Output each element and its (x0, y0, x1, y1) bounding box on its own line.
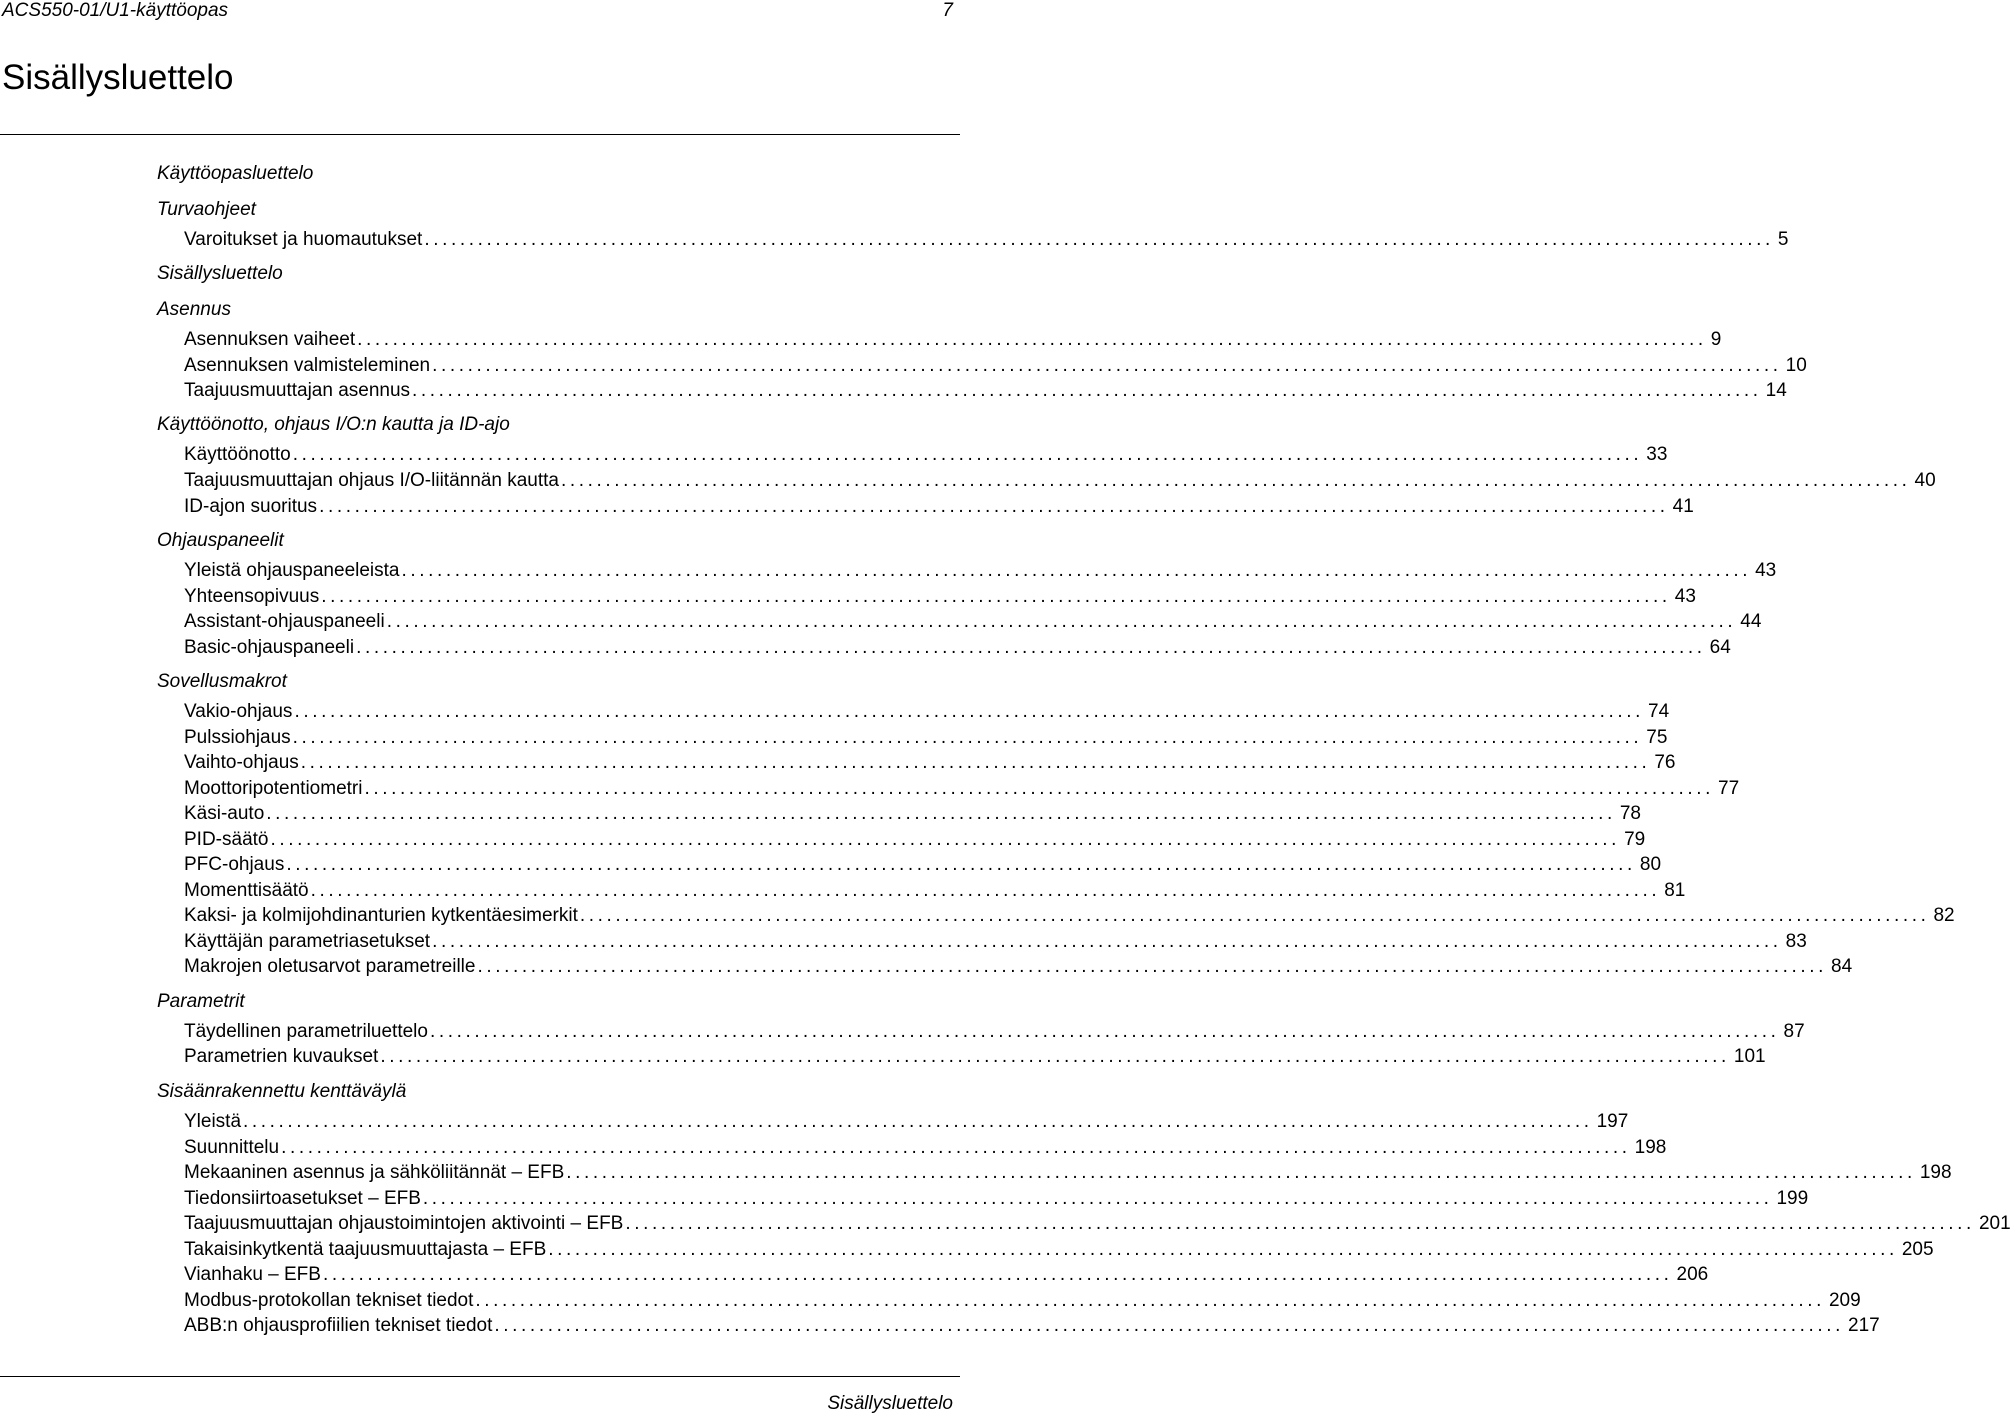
dot-leader: ........................................................................................................................................................ (412, 380, 1762, 401)
page-number: 7 (942, 0, 953, 21)
toc-entry-label: PFC-ohjaus (184, 854, 285, 875)
toc-entry[interactable] (184, 1045, 1766, 1069)
toc-entry[interactable] (184, 636, 1731, 660)
toc-entry-page: 77 (1718, 778, 1740, 799)
dot-leader: ........................................................................................................................................................ (422, 1188, 1773, 1209)
toc-entry-label: Basic-ohjauspaneeli (184, 637, 355, 658)
running-header (0, 0, 960, 26)
toc-entry[interactable] (184, 585, 1696, 609)
dot-leader: ........................................................................................................................................................ (300, 752, 1651, 773)
bottom-divider (0, 1376, 960, 1377)
toc-entry[interactable] (184, 610, 1762, 634)
toc-entry-label: Taajuusmuuttajan asennus (184, 380, 411, 401)
toc-entry[interactable] (184, 469, 1936, 493)
toc-entry[interactable] (184, 559, 1777, 583)
toc-entry-page: 198 (1919, 1162, 1952, 1183)
toc-entry-label: Täydellinen parametriluettelo (184, 1021, 428, 1042)
toc-entry[interactable] (184, 1212, 2011, 1236)
dot-leader: ........................................................................................................................................................ (321, 586, 1671, 607)
dot-leader: ........................................................................................................................................................ (357, 329, 1707, 350)
toc-entry[interactable] (184, 1238, 1934, 1262)
toc-entry[interactable] (184, 443, 1668, 467)
toc-entry-label: Makrojen oletusarvot parametreille (184, 956, 476, 977)
toc-entry-label: Tiedonsiirtoasetukset – EFB (184, 1188, 421, 1209)
toc-entry-page: 83 (1785, 931, 1807, 952)
toc-entry-label: PID-säätö (184, 829, 269, 850)
footer-label: Sisällysluettelo (827, 1393, 953, 1414)
toc-entry-page: 43 (1755, 560, 1777, 581)
dot-leader: ........................................................................................................................................................ (310, 880, 1661, 901)
dot-leader: ........................................................................................................................................................ (270, 829, 1621, 850)
toc-entry[interactable] (184, 828, 1646, 852)
dot-leader: ........................................................................................................................................................ (292, 727, 1643, 748)
toc-entry-label: Kaksi- ja kolmijohdinanturien kytkentäesimerkit (184, 905, 578, 926)
toc-entry[interactable] (184, 1289, 1861, 1313)
toc-entry[interactable] (184, 1020, 1805, 1044)
toc-entry-label: Varoitukset ja huomautukset (184, 229, 423, 250)
dot-leader: ........................................................................................................................................................ (432, 355, 1782, 376)
dot-leader: ........................................................................................................................................................ (560, 470, 1911, 491)
dot-leader: ........................................................................................................................................................ (319, 496, 1669, 517)
toc-entry-page: 10 (1785, 355, 1807, 376)
toc-entry-page: 41 (1672, 496, 1694, 517)
toc-entry-label: Taajuusmuuttajan ohjaustoimintojen aktivointi – EFB (184, 1213, 624, 1234)
toc-entry-page: 206 (1676, 1264, 1709, 1285)
toc-entry-label: Käyttäjän parametriasetukset (184, 931, 431, 952)
dot-leader: ........................................................................................................................................................ (429, 1021, 1780, 1042)
toc-entry-page: 217 (1848, 1315, 1880, 1336)
toc-entry-label: Assistant-ohjauspaneeli (184, 611, 385, 632)
toc-entry[interactable] (184, 1136, 1667, 1160)
toc-entry-label: Suunnittelu (184, 1137, 280, 1158)
toc-entry-label: Mekaaninen asennus ja sähköliitännät – EFB (184, 1162, 565, 1183)
toc-section-heading[interactable]: Käyttöopasluettelo (157, 163, 314, 184)
toc-entry-label: ID-ajon suoritus (184, 496, 318, 517)
toc-entry-label: Yleistä ohjauspaneeleista (184, 560, 400, 581)
toc-entry-page: 209 (1828, 1290, 1861, 1311)
toc-entry-label: Asennuksen vaiheet (184, 329, 356, 350)
dot-leader: ........................................................................................................................................................ (380, 1046, 1730, 1067)
dot-leader: ........................................................................................................................................................ (475, 1290, 1825, 1311)
toc-entry[interactable] (184, 1314, 1880, 1338)
toc-entry-label: Asennuksen valmisteleminen (184, 355, 431, 376)
toc-entry[interactable] (184, 777, 1740, 801)
toc-entry-page: 197 (1596, 1111, 1629, 1132)
toc-entry-page: 205 (1901, 1239, 1934, 1260)
dot-leader: ........................................................................................................................................................ (579, 905, 1930, 926)
toc-entry[interactable] (184, 955, 1853, 979)
toc-entry[interactable] (184, 354, 1807, 378)
toc-entry-label: Käsi-auto (184, 803, 265, 824)
toc-entry-page: 14 (1765, 380, 1787, 401)
dot-leader: ........................................................................................................................................................ (286, 854, 1636, 875)
toc-section-heading[interactable]: Turvaohjeet (157, 199, 256, 220)
toc-entry[interactable] (184, 802, 1641, 826)
toc-entry[interactable] (184, 879, 1686, 903)
toc-entry[interactable] (184, 1161, 1952, 1185)
dot-leader: ........................................................................................................................................................ (386, 611, 1737, 632)
toc-entry-page: 79 (1624, 829, 1646, 850)
toc-entry-label: Vakio-ohjaus (184, 701, 293, 722)
toc-entry-page: 33 (1646, 444, 1668, 465)
toc-entry-page: 9 (1710, 329, 1722, 350)
toc-entry[interactable] (184, 853, 1662, 877)
toc-entry-page: 199 (1776, 1188, 1809, 1209)
toc-entry-label: Yleistä (184, 1111, 242, 1132)
dot-leader: ........................................................................................................................................................ (266, 803, 1616, 824)
toc-entry-page: 82 (1933, 905, 1955, 926)
toc-entry-page: 76 (1654, 752, 1676, 773)
manual-title: ACS550-01/U1-käyttöopas (2, 0, 229, 21)
toc-entry[interactable] (184, 379, 1787, 403)
dot-leader: ........................................................................................................................................................ (281, 1137, 1631, 1158)
toc-entry-label: Parametrien kuvaukset (184, 1046, 379, 1067)
toc-entry-page: 84 (1831, 956, 1853, 977)
dot-leader: ........................................................................................................................................................ (625, 1213, 1975, 1234)
toc-entry[interactable] (184, 930, 1807, 954)
toc-entry-page: 74 (1648, 701, 1670, 722)
dot-leader: ........................................................................................................................................................ (566, 1162, 1916, 1183)
toc-entry-page: 198 (1634, 1137, 1667, 1158)
toc-entry[interactable] (184, 495, 1694, 519)
toc-entry[interactable] (184, 1110, 1629, 1134)
toc-entry[interactable] (184, 1187, 1809, 1211)
toc-entry-label: Momenttisäätö (184, 880, 309, 901)
toc-section-heading[interactable]: Sovellusmakrot (157, 671, 287, 692)
toc-entry-page: 44 (1740, 611, 1762, 632)
dot-leader: ........................................................................................................................................................ (322, 1264, 1673, 1285)
toc-entry-page: 5 (1777, 229, 1789, 250)
toc-entry[interactable] (184, 700, 1670, 724)
toc-entry[interactable] (184, 1263, 1709, 1287)
toc-entry[interactable] (184, 726, 1668, 750)
dot-leader: ........................................................................................................................................................ (356, 637, 1706, 658)
toc-entry-label: Modbus-protokollan tekniset tiedot (184, 1290, 474, 1311)
dot-leader: ........................................................................................................................................................ (548, 1239, 1898, 1260)
dot-leader: ........................................................................................................................................................ (243, 1111, 1593, 1132)
toc-entry-label: Vaihto-ohjaus (184, 752, 299, 773)
dot-leader: ........................................................................................................................................................ (292, 444, 1643, 465)
toc-entry[interactable] (184, 228, 1789, 252)
toc-entry-page: 64 (1709, 637, 1731, 658)
toc-section-heading[interactable]: Sisällysluettelo (157, 263, 283, 284)
toc-entry-page: 78 (1619, 803, 1641, 824)
dot-leader: ........................................................................................................................................................ (477, 956, 1828, 977)
toc-entry[interactable] (184, 328, 1722, 352)
toc-entry-page: 43 (1674, 586, 1696, 607)
toc-entry-page: 87 (1783, 1021, 1805, 1042)
toc-entry-label: Moottoripotentiometri (184, 778, 363, 799)
toc-entry-page: 80 (1639, 854, 1662, 875)
toc-section-heading[interactable]: Asennus (157, 299, 231, 320)
dot-leader: ........................................................................................................................................................ (424, 229, 1774, 250)
dot-leader: ........................................................................................................................................................ (432, 931, 1782, 952)
toc-section-heading[interactable]: Parametrit (157, 991, 245, 1012)
toc-section-heading[interactable]: Käyttöönotto, ohjaus I/O:n kautta ja ID-ajo (157, 414, 510, 435)
toc-entry[interactable] (184, 751, 1676, 775)
toc-entry-label: Takaisinkytkentä taajuusmuuttajasta – EFB (184, 1239, 547, 1260)
toc-entry-label: Pulssiohjaus (184, 727, 291, 748)
toc-section-heading[interactable]: Ohjauspaneelit (157, 530, 284, 551)
toc-section-heading[interactable]: Sisäänrakennettu kenttäväylä (157, 1081, 407, 1102)
toc-entry-label: Taajuusmuuttajan ohjaus I/O-liitännän kautta (184, 470, 559, 491)
toc-entry-page: 81 (1664, 880, 1686, 901)
toc-entry-label: ABB:n ohjausprofiilien tekniset tiedot (184, 1315, 493, 1336)
toc-entry-page: 40 (1914, 470, 1936, 491)
toc-entry-label: Käyttöönotto (184, 444, 291, 465)
dot-leader: ........................................................................................................................................................ (401, 560, 1752, 581)
toc-entry-page: 201 (1978, 1213, 2011, 1234)
toc-entry-label: Vianhaku – EFB (184, 1264, 321, 1285)
top-divider (0, 134, 960, 135)
toc-entry-page: 101 (1733, 1046, 1766, 1067)
dot-leader: ........................................................................................................................................................ (294, 701, 1645, 722)
toc-entry-page: 75 (1646, 727, 1668, 748)
dot-leader: ........................................................................................................................................................ (494, 1315, 1844, 1336)
dot-leader: ........................................................................................................................................................ (364, 778, 1715, 799)
page-title: Sisällysluettelo (2, 58, 234, 97)
toc-entry-label: Yhteensopivuus (184, 586, 320, 607)
toc-entry[interactable] (184, 904, 1955, 928)
